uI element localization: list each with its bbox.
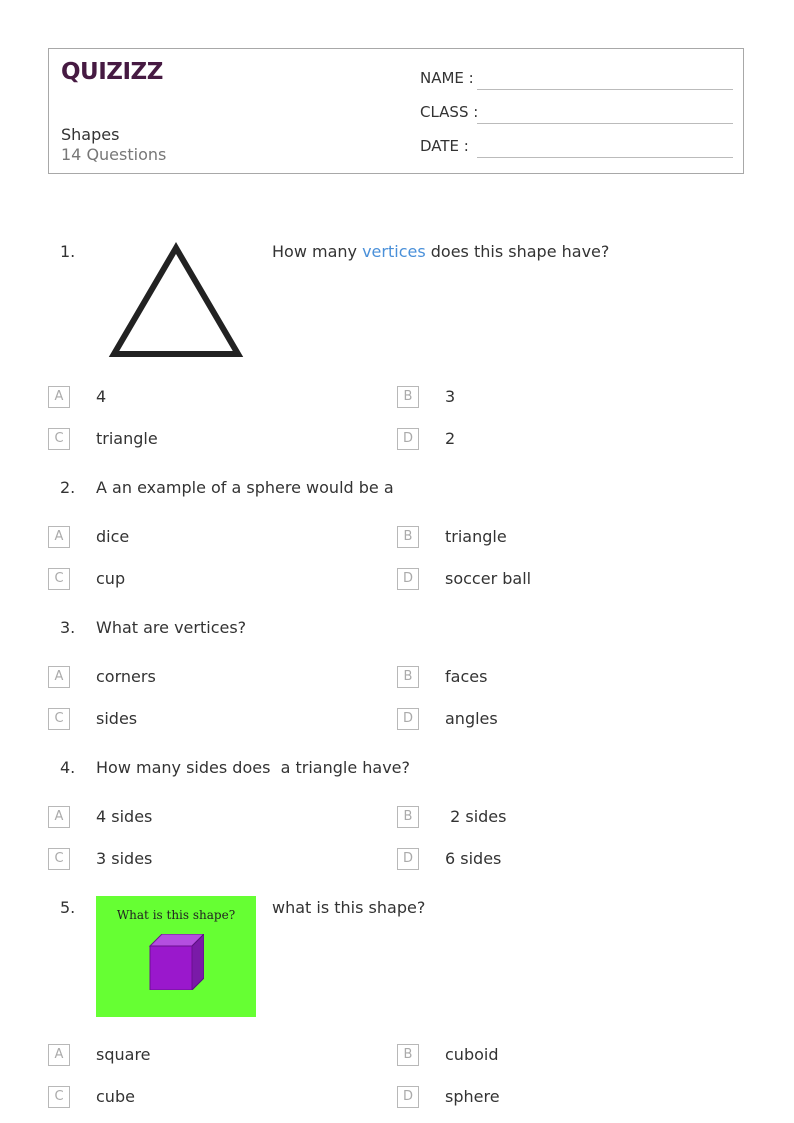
question-text: What are vertices? [96,618,247,637]
option-a-text: dice [96,527,130,546]
option-c-box[interactable]: C [48,1086,70,1108]
vertices-term: vertices [362,242,426,261]
option-a-box[interactable]: A [48,526,70,548]
option-d-text: angles [445,709,498,728]
option-a-box[interactable]: A [48,386,70,408]
option-c-box[interactable]: C [48,568,70,590]
quizizz-logo: QUIZIZZ [61,59,163,85]
option-c-text: triangle [96,429,158,448]
option-b-text: triangle [445,527,507,546]
question-number: 3. [60,618,76,637]
option-c-box[interactable]: C [48,708,70,730]
question-number: 2. [60,478,76,497]
date-field[interactable] [420,137,733,161]
question-text-end: does this shape have? [425,242,610,261]
option-a-text: square [96,1045,151,1064]
option-d-box[interactable]: D [397,1086,419,1108]
question-text [272,242,609,261]
option-c-text: 3 sides [96,849,153,868]
class-field[interactable] [420,103,733,127]
option-a-text: 4 sides [96,807,153,826]
option-a-text: corners [96,667,156,686]
date-label: DATE : [420,137,469,155]
question-text: A an example of a sphere would be a [96,478,394,497]
option-b-box[interactable]: B [397,1044,419,1066]
option-c-text: sides [96,709,138,728]
option-d-box[interactable]: D [397,568,419,590]
option-a-box[interactable]: A [48,666,70,688]
option-b-text: cuboid [445,1045,499,1064]
question-number: 5. [60,898,76,917]
question-count: 14 Questions [61,145,167,164]
option-d-box[interactable]: D [397,428,419,450]
option-b-text: faces [445,667,488,686]
option-b-box[interactable]: B [397,666,419,688]
option-a-box[interactable]: A [48,806,70,828]
name-label: NAME : [420,69,474,87]
option-d-text: 2 [445,429,456,448]
option-c-box[interactable]: C [48,428,70,450]
option-b-text: 3 [445,387,456,406]
option-b-box[interactable]: B [397,386,419,408]
option-a-box[interactable]: A [48,1044,70,1066]
triangle-icon [108,240,244,360]
date-line[interactable] [477,157,733,158]
class-label: CLASS : [420,103,479,121]
option-a-text: 4 [96,387,107,406]
option-d-text: sphere [445,1087,500,1106]
option-b-box[interactable]: B [397,806,419,828]
option-d-text: soccer ball [445,569,532,588]
option-c-box[interactable]: C [48,848,70,870]
option-b-text: 2 sides [445,807,507,826]
option-b-box[interactable]: B [397,526,419,548]
option-d-box[interactable]: D [397,848,419,870]
cube-icon [148,934,204,990]
worksheet-title: Shapes [61,125,120,144]
question-text: How many sides does a triangle have? [96,758,410,777]
class-line[interactable] [477,123,733,124]
cube-image [96,896,256,1017]
option-d-box[interactable]: D [397,708,419,730]
name-field[interactable] [420,69,733,93]
option-c-text: cube [96,1087,135,1106]
option-c-text: cup [96,569,126,588]
question-number: 1. [60,242,76,261]
question-number: 4. [60,758,76,777]
question-text: what is this shape? [272,898,426,917]
question-text-start: How many [272,242,363,261]
name-line[interactable] [477,89,733,90]
worksheet-header [48,48,744,174]
option-d-text: 6 sides [445,849,502,868]
cube-image-caption: What is this shape? [116,908,236,922]
